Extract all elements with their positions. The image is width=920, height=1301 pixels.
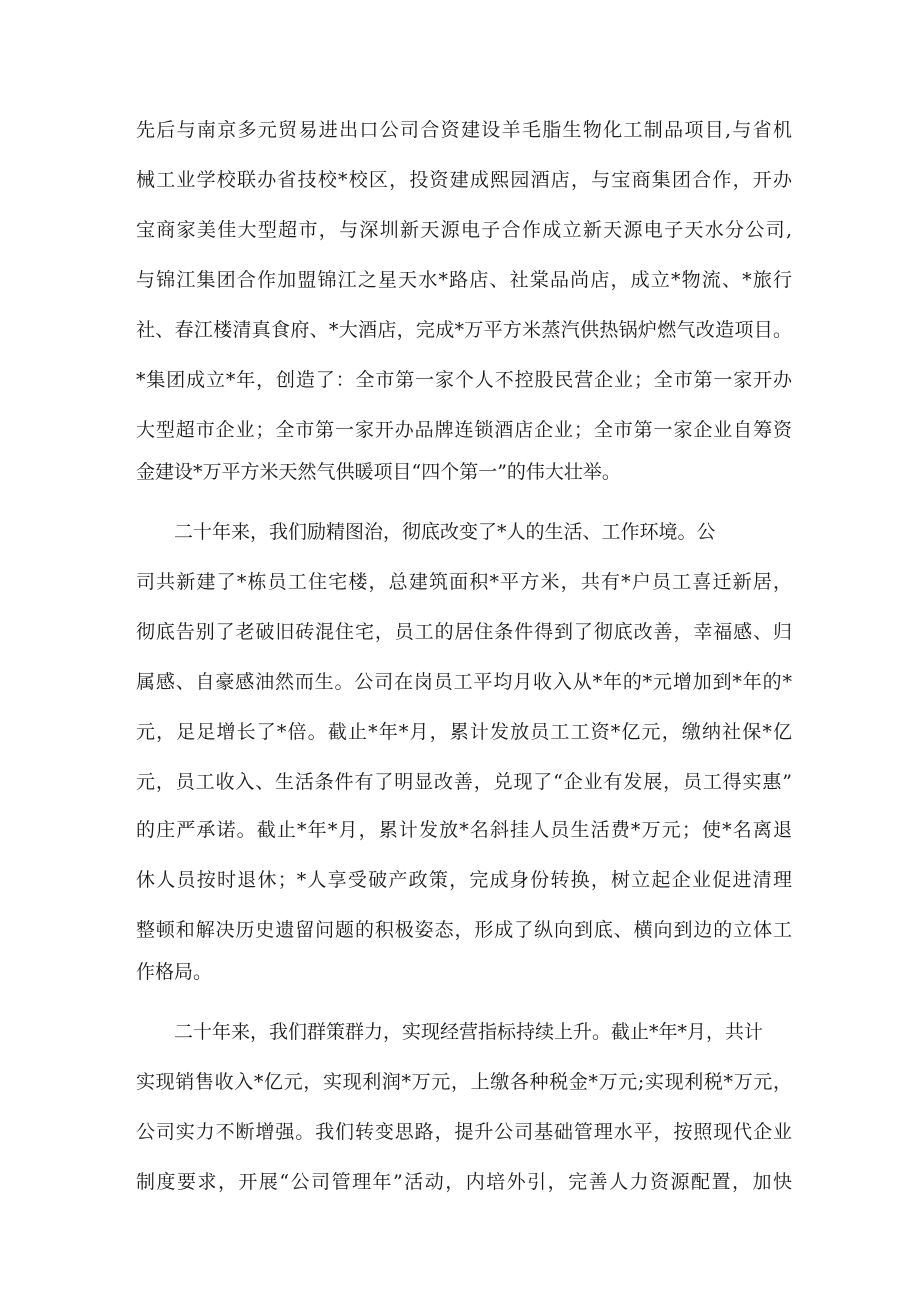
text-line: 元，足足增长了*倍。截止*年*月，累计发放员工工资*亿元，缴纳社保*亿: [136, 721, 792, 743]
text-line: 与锦江集团合作加盟锦江之星天水*路店、社棠品尚店，成立*物流、*旅行: [136, 269, 792, 291]
text-line: 元，员工收入、生活条件有了明显改善，兑现了“企业有发展，员工得实惠”: [136, 771, 792, 793]
text-line: 械工业学校联办省技校*校区，投资建成熙园酒店，与宝商集团合作，开办: [136, 169, 792, 191]
text-line: 公司实力不断增强。我们转变思路，提升公司基础管理水平，按照现代企业: [136, 1121, 792, 1143]
text-line: 整顿和解决历史遗留问题的积极姿态，形成了纵向到底、横向到边的立体工: [136, 919, 792, 941]
text-line: 司共新建了*栋员工住宅楼，总建筑面积*平方米，共有*户员工喜迁新居，: [136, 571, 792, 593]
text-line: 金建设*万平方米天然气供暖项目“四个第一”的伟大壮举。: [136, 461, 621, 483]
text-line: 先后与南京多元贸易进出口公司合资建设羊毛脂生物化工制品项目,与省机: [136, 119, 792, 141]
text-line: 大型超市企业；全市第一家开办品牌连锁酒店企业；全市第一家企业自筹资: [136, 419, 792, 441]
text-line: 休人员按时退休；*人享受破产政策，完成身份转换，树立起企业促进清理: [136, 869, 792, 891]
text-line: 社、春江楼清真食府、*大酒店，完成*万平方米蒸汽供热锅炉燃气改造项目。: [136, 319, 792, 341]
text-line: 二十年来，我们励精图治，彻底改变了*人的生活、工作环境。公: [136, 521, 716, 543]
text-line: 实现销售收入*亿元，实现利润*万元，上缴各种税金*万元;实现利税*万元，: [136, 1071, 792, 1093]
text-line: 作格局。: [136, 961, 213, 983]
text-line: 二十年来，我们群策群力，实现经营指标持续上升。截止*年*月，共计: [136, 1021, 764, 1043]
text-line: 的庄严承诺。截止*年*月，累计发放*名斜挂人员生活费*万元；使*名离退: [136, 819, 792, 841]
text-line: 彻底告别了老破旧砖混住宅，员工的居住条件得到了彻底改善，幸福感、归: [136, 621, 792, 643]
text-line: 制度要求，开展“公司管理年”活动，内培外引，完善人力资源配置，加快: [136, 1171, 792, 1193]
text-line: 宝商家美佳大型超市，与深圳新天源电子合作成立新天源电子天水分公司,: [136, 219, 792, 241]
text-line: 属感、自豪感油然而生。公司在岗员工平均月收入从*年的*元增加到*年的*: [136, 671, 792, 693]
text-line: *集团成立*年，创造了：全市第一家个人不控股民营企业；全市第一家开办: [136, 369, 792, 391]
